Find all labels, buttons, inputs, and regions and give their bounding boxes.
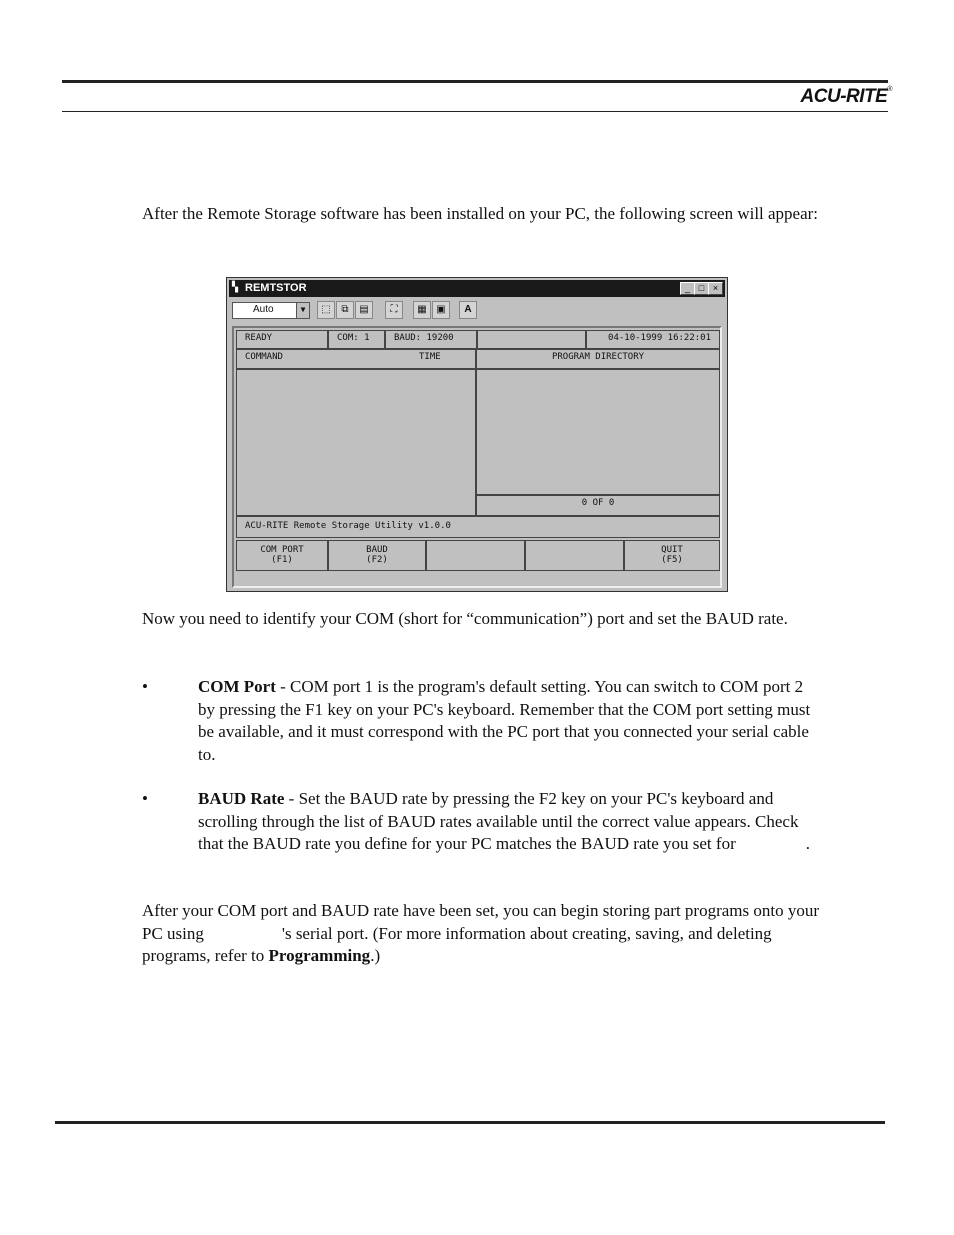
paste-icon[interactable]: ▤ (355, 301, 373, 319)
window-title: REMTSTOR (245, 282, 307, 294)
function-key-4[interactable] (525, 540, 624, 571)
closing-part2: 's serial port. (For more information about creating, saving, and deleting programs, refer to (142, 923, 772, 965)
baud-rate-bullet (198, 788, 822, 856)
baud-key[interactable] (328, 540, 426, 571)
time-label: TIME (419, 352, 441, 362)
app-icon: ▚ (232, 282, 239, 293)
fkey-key: (F1) (271, 555, 293, 565)
brand-name: ACU-RITE (800, 86, 888, 107)
status-state: READY (236, 330, 328, 349)
program-list (476, 369, 720, 495)
background-icon[interactable]: ▣ (432, 301, 450, 319)
bullet-body: - COM port 1 is the program's default setting. You can switch to COM port 2 by pressing the F1 key on your PC's keyboard. Remember that the COM port setting must be available, and it must correspond with the PC port that you connected your serial cable to. (198, 677, 811, 764)
console-pane (232, 326, 722, 588)
fkey-key: (F5) (661, 555, 683, 565)
program-count: 0 OF 0 (476, 495, 720, 516)
com-paragraph: Now you need to identify your COM (short for “communication”) port and set the BAUD rate. (142, 609, 788, 628)
properties-icon[interactable]: ▦ (413, 301, 431, 319)
close-button[interactable]: × (708, 282, 723, 295)
window-titlebar (229, 280, 725, 297)
function-key-3[interactable] (426, 540, 525, 571)
fkey-label: BAUD (366, 545, 388, 555)
command-list (236, 369, 476, 516)
brand-logo (801, 86, 892, 108)
quit-key[interactable] (624, 540, 720, 571)
fullscreen-icon[interactable]: ⛶ (385, 301, 403, 319)
programming-reference: Programming (268, 946, 371, 965)
font-size-combo[interactable] (232, 302, 310, 319)
intro-paragraph: After the Remote Storage software has been installed on your PC, the following screen will appear: (142, 204, 819, 223)
fkey-label: COM PORT (260, 545, 304, 555)
minimize-button[interactable]: _ (680, 282, 695, 295)
maximize-button[interactable]: □ (694, 282, 709, 295)
command-label: COMMAND (245, 352, 283, 362)
combo-value: Auto (253, 304, 274, 315)
closing-part3: .) (370, 946, 381, 965)
fkey-label: QUIT (661, 545, 683, 555)
font-button[interactable]: A (459, 301, 477, 319)
header-rule (62, 80, 888, 83)
fkey-key: (F2) (366, 555, 388, 565)
status-baud: BAUD: 19200 (385, 330, 477, 349)
closing-paragraph (142, 900, 822, 968)
com-port-key[interactable] (236, 540, 328, 571)
bullet-marker: • (142, 677, 148, 696)
toolbar (229, 299, 725, 321)
command-header (236, 349, 476, 369)
bullet-end: . (805, 834, 810, 853)
chevron-down-icon[interactable]: ▼ (296, 303, 309, 318)
header-rule-thin (62, 111, 888, 112)
status-datetime: 04-10-1999 16:22:01 (586, 330, 720, 349)
closing-part1: After your COM port and BAUD rate have been set, you can begin storing part programs onto your PC using (142, 901, 820, 943)
registered-mark: ® (887, 86, 892, 93)
status-empty (477, 330, 586, 349)
bullet-term: COM Port (198, 677, 276, 696)
bullet-body: - Set the BAUD rate by pressing the F2 key on your PC's keyboard and scrolling through the list of BAUD rates available until the correct value appears. Check that the BAUD rate you define for your PC matches the BAUD rate you set for (198, 789, 799, 853)
bullet-term: BAUD Rate (198, 789, 285, 808)
bullet-marker: • (142, 789, 148, 808)
com-port-bullet (198, 676, 822, 766)
footer-rule (55, 1121, 885, 1124)
remtstor-window (226, 277, 728, 592)
status-message: ACU-RITE Remote Storage Utility v1.0.0 (236, 516, 720, 538)
program-directory-header: PROGRAM DIRECTORY (476, 349, 720, 369)
status-com: COM: 1 (328, 330, 385, 349)
mark-icon[interactable]: ⬚ (317, 301, 335, 319)
copy-icon[interactable]: ⧉ (336, 301, 354, 319)
